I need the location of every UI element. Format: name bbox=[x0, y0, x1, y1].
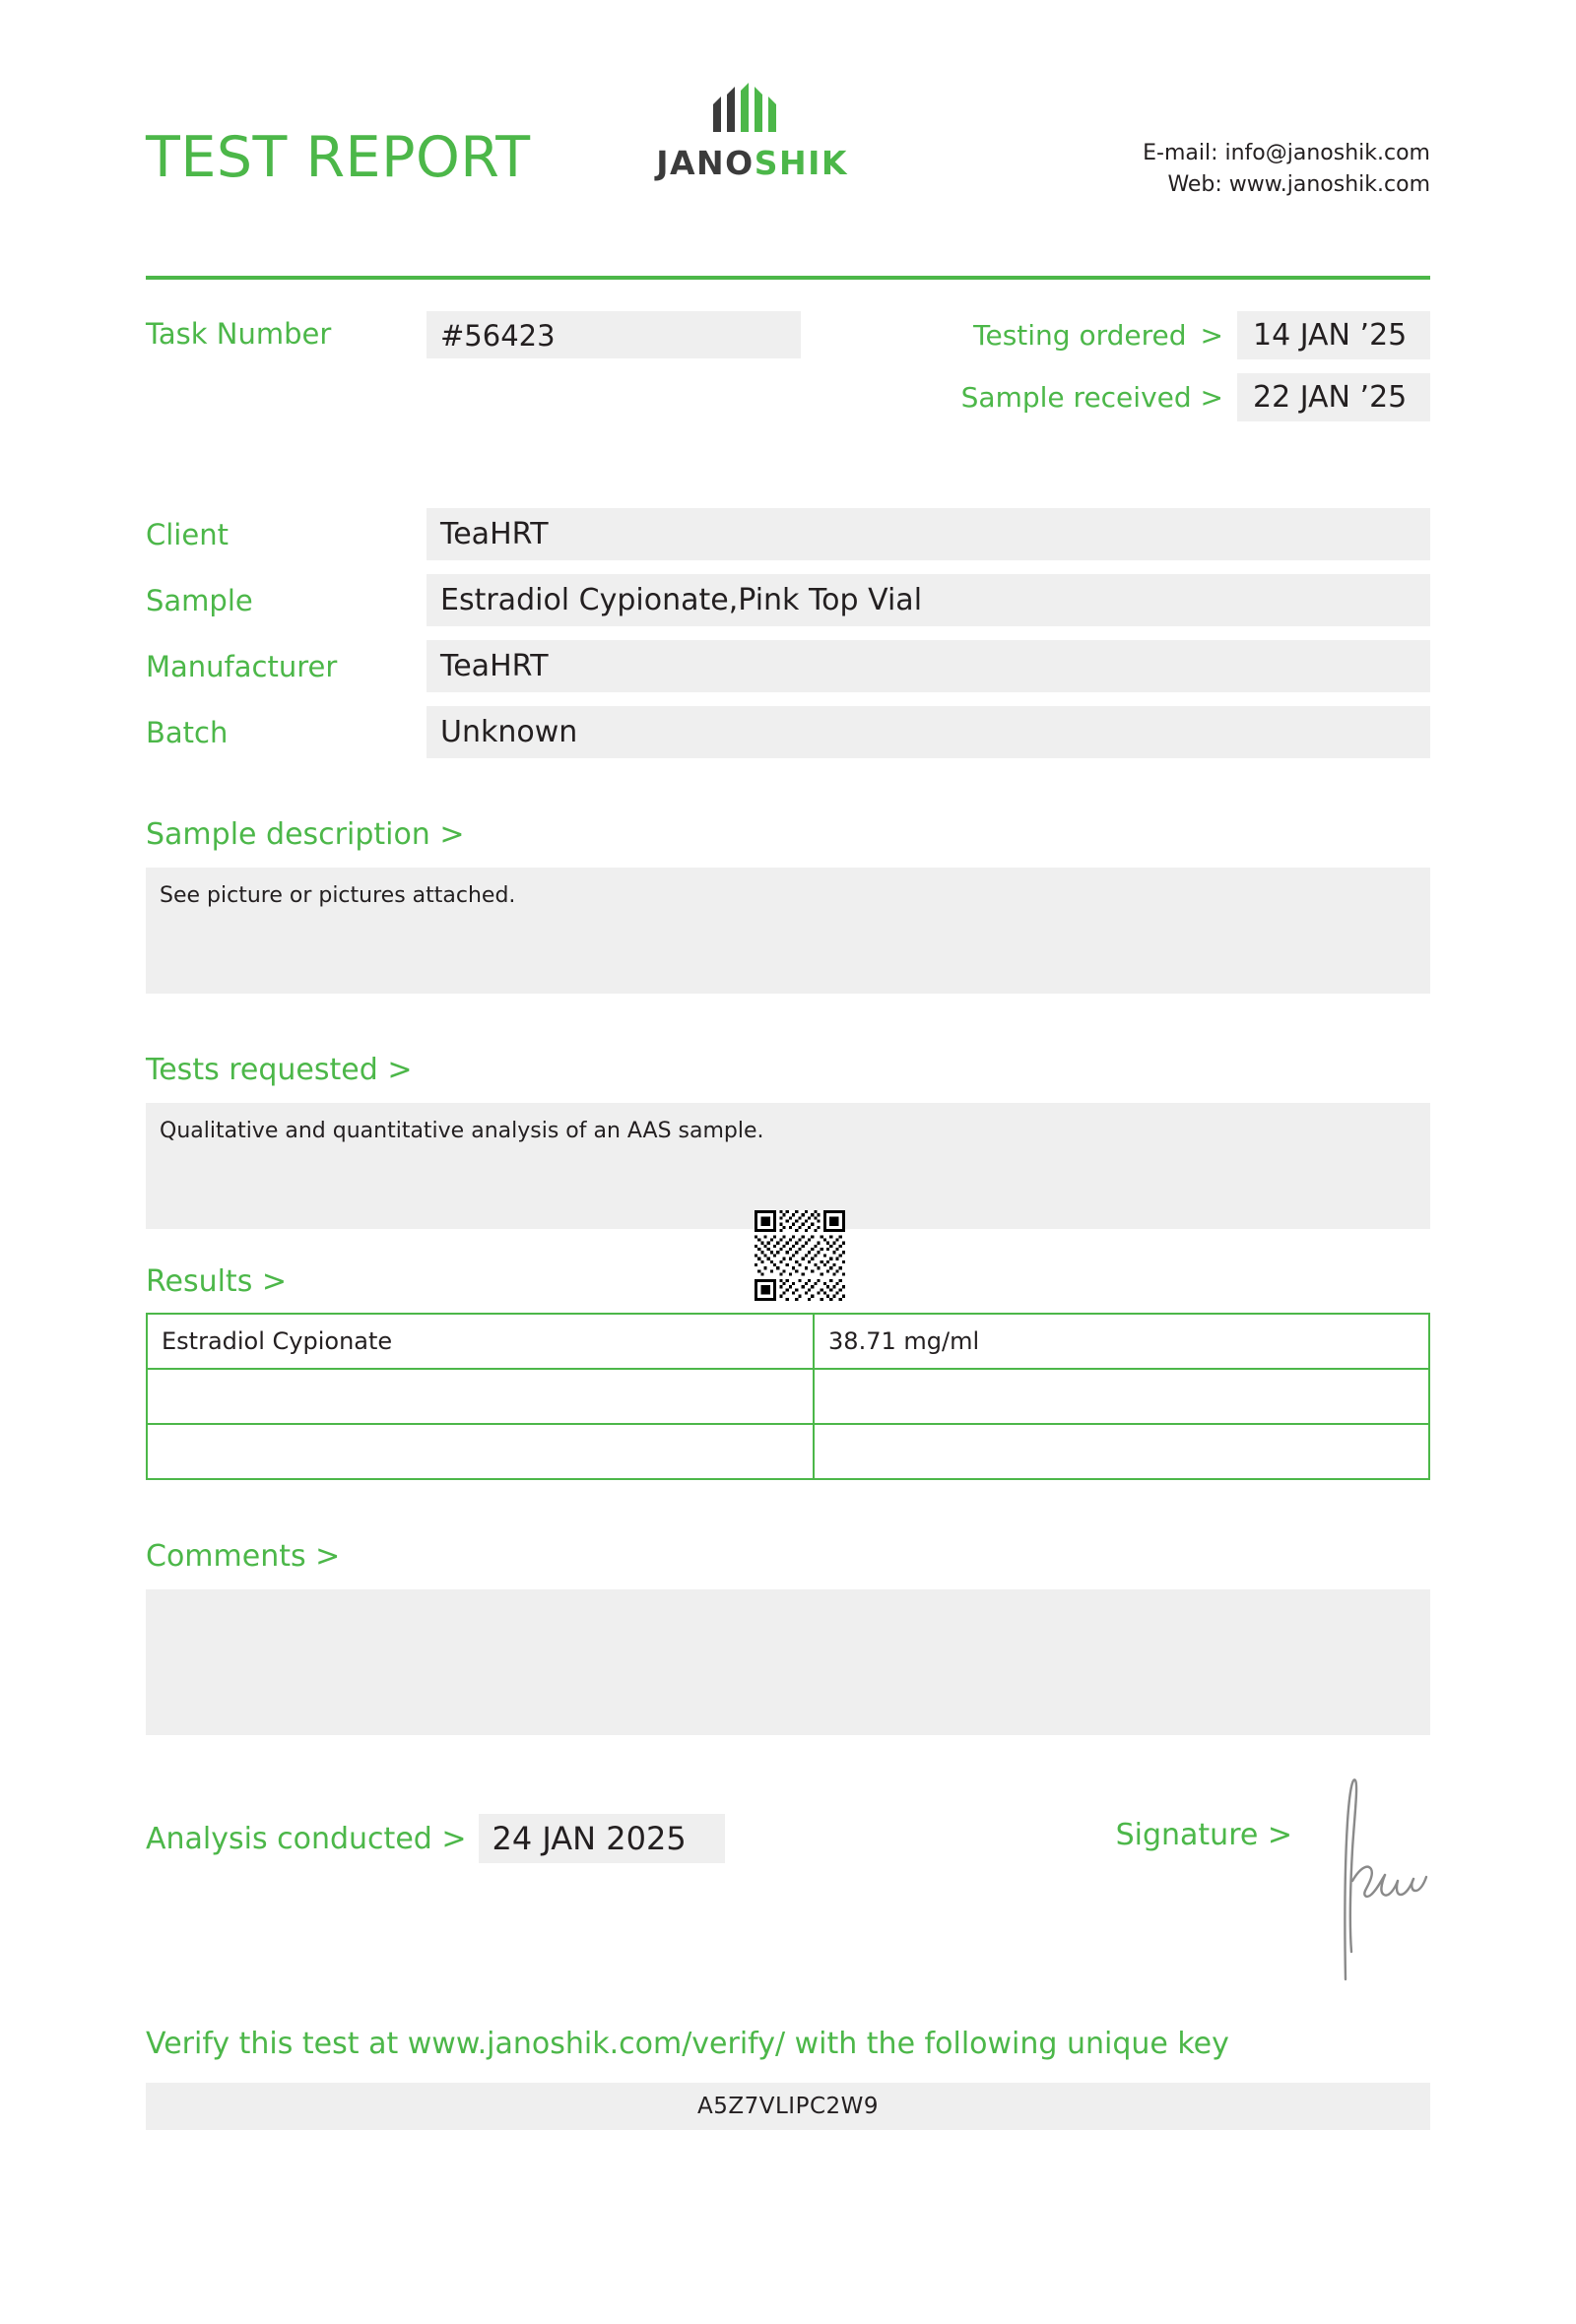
task-number-value: #56423 bbox=[427, 311, 801, 358]
sample-description-box: See picture or pictures attached. bbox=[146, 868, 1430, 994]
analysis-conducted-block bbox=[146, 1814, 725, 1863]
analysis-conducted-date: 24 JAN 2025 bbox=[479, 1814, 725, 1863]
info-row-batch bbox=[146, 706, 1430, 758]
sample-description-title: Sample description > bbox=[146, 817, 465, 852]
analysis-row bbox=[146, 1814, 1430, 2001]
report-header bbox=[146, 0, 1430, 246]
result-name-1 bbox=[147, 1369, 814, 1424]
signature-label: Signature > bbox=[1115, 1818, 1292, 1852]
comments-title: Comments > bbox=[146, 1539, 341, 1574]
logo-word-green: SHIK bbox=[754, 144, 848, 182]
sample-received-label: Sample received > bbox=[960, 381, 1223, 414]
info-label-sample: Sample bbox=[146, 583, 253, 617]
testing-ordered-caret: > bbox=[1200, 319, 1223, 352]
result-value-1 bbox=[814, 1369, 1429, 1424]
table-row bbox=[147, 1369, 1429, 1424]
info-value-batch: Unknown bbox=[427, 706, 1430, 758]
info-value-sample: Estradiol Cypionate,Pink Top Vial bbox=[427, 574, 1430, 626]
signature-image bbox=[1312, 1771, 1430, 1987]
testing-ordered-row bbox=[961, 311, 1430, 359]
info-label-client: Client bbox=[146, 517, 229, 551]
signature-block bbox=[1116, 1814, 1430, 1987]
tests-requested-box: Qualitative and quantitative analysis of an AAS sample. bbox=[146, 1103, 1430, 1229]
janoshik-logo-icon bbox=[705, 81, 800, 140]
info-row-client bbox=[146, 508, 1430, 560]
info-row-manufacturer bbox=[146, 640, 1430, 692]
qr-code-icon bbox=[747, 1210, 853, 1301]
header-divider bbox=[146, 276, 1430, 280]
table-row bbox=[147, 1424, 1429, 1479]
tests-requested-title: Tests requested > bbox=[146, 1053, 413, 1087]
logo-wordmark bbox=[656, 144, 848, 182]
contact-web: Web: www.janoshik.com bbox=[1167, 171, 1430, 197]
task-number-label: Task Number bbox=[146, 317, 332, 351]
result-name-0: Estradiol Cypionate bbox=[147, 1314, 814, 1369]
info-label-batch: Batch bbox=[146, 715, 229, 749]
verify-text: Verify this test at www.janoshik.com/verify/ with the following unique key bbox=[146, 2027, 1229, 2061]
contact-block bbox=[1143, 138, 1430, 201]
results-table bbox=[146, 1313, 1430, 1480]
page-title: TEST REPORT bbox=[146, 125, 531, 190]
testing-ordered-value: 14 JAN ’25 bbox=[1237, 311, 1430, 359]
info-row-sample bbox=[146, 574, 1430, 626]
table-row bbox=[147, 1314, 1429, 1369]
result-name-2 bbox=[147, 1424, 814, 1479]
info-value-manufacturer: TeaHRT bbox=[427, 640, 1430, 692]
info-value-client: TeaHRT bbox=[427, 508, 1430, 560]
results-title: Results > bbox=[146, 1264, 287, 1299]
sample-info-table bbox=[146, 508, 1430, 758]
brand-logo bbox=[639, 81, 866, 182]
unique-key-value: A5Z7VLIPC2W9 bbox=[146, 2083, 1430, 2130]
task-row bbox=[146, 311, 1430, 421]
result-value-2 bbox=[814, 1424, 1429, 1479]
comments-box bbox=[146, 1589, 1430, 1735]
result-value-0: 38.71 mg/ml bbox=[814, 1314, 1429, 1369]
dates-block bbox=[961, 311, 1430, 421]
contact-email: E-mail: info@janoshik.com bbox=[1143, 141, 1430, 165]
testing-ordered-label: Testing ordered bbox=[973, 319, 1187, 352]
logo-word-dark: JANO bbox=[656, 144, 755, 182]
sample-received-row bbox=[961, 373, 1430, 421]
results-header bbox=[146, 1229, 1430, 1305]
info-label-manufacturer: Manufacturer bbox=[146, 649, 338, 683]
analysis-conducted-label: Analysis conducted > bbox=[146, 1821, 467, 1856]
sample-received-value: 22 JAN ’25 bbox=[1237, 373, 1430, 421]
